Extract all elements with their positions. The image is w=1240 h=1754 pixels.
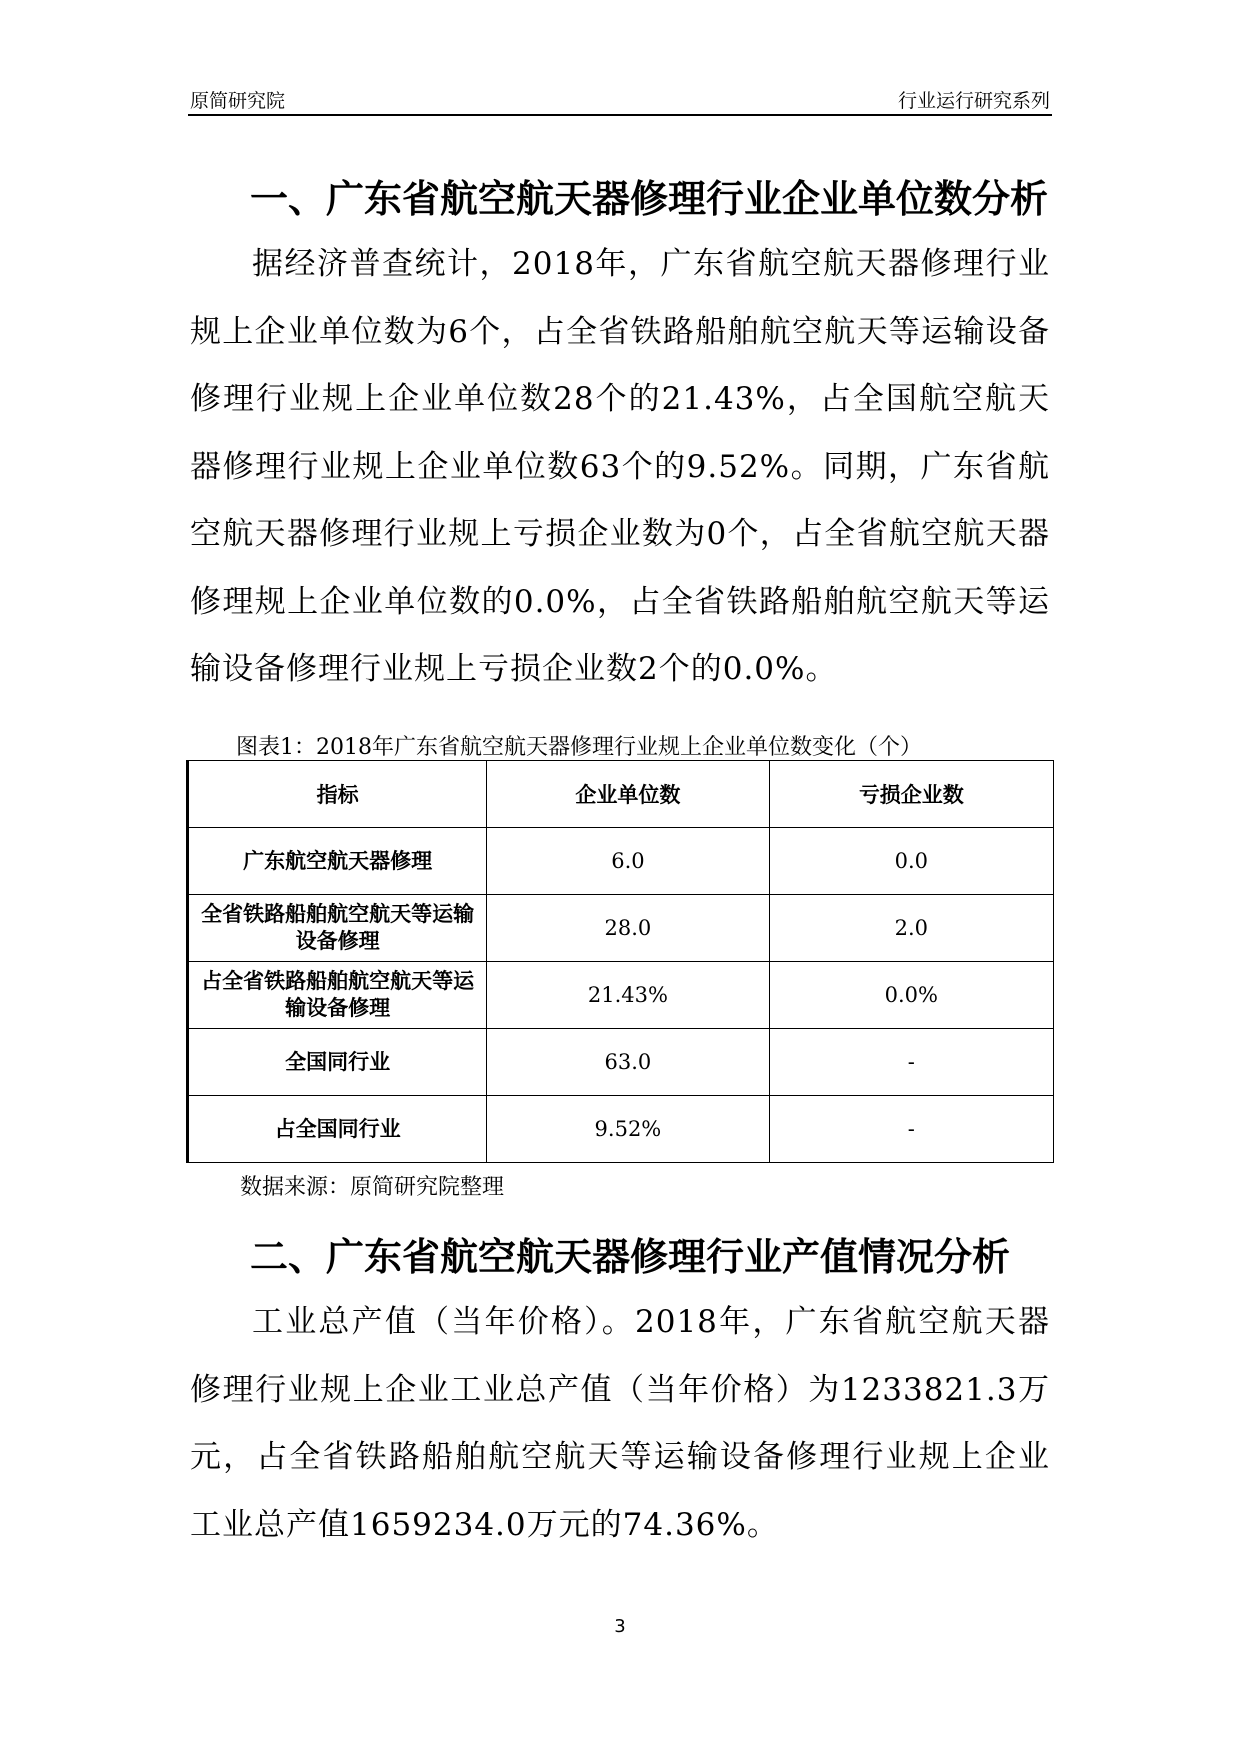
table-source-note: 数据来源：原简研究院整理 (240, 1175, 505, 1200)
table-header-units: 企业单位数 (487, 761, 769, 828)
row-units: 21.43% (487, 962, 769, 1029)
section2-paragraph: 工业总产值（当年价格）。2018年，广东省航空航天器修理行业规上企业工业总产值（当年价格）为1233821.3万元，占全省铁路船舶航空航天等运输设备修理行业规上企业工业总产值1659234.0万元的74.36%。 (190, 1304, 1050, 1543)
row-loss: 0.0 (769, 828, 1053, 895)
section1-title: 一、广东省航空航天器修理行业企业单位数分析 (250, 177, 1049, 221)
section1-paragraph: 据经济普查统计，2018年，广东省航空航天器修理行业规上企业单位数为6个，占全省铁路船舶航空航天等运输设备修理行业规上企业单位数28个的21.43%，占全国航空航天器修理行业规上企业单位数63个的9.52%。同期，广东省航空航天器修理行业规上亏损企业数为0个，占全省航空航天器修理规上企业单位数的0.0%，占全省铁路船舶航空航天等运输设备修理行业规上亏损企业数2个的0.0%。 (190, 246, 1050, 687)
row-loss: - (769, 1029, 1053, 1096)
header-divider (188, 114, 1052, 116)
table-header-loss: 亏损企业数 (769, 761, 1053, 828)
row-units: 28.0 (487, 895, 769, 962)
row-units: 6.0 (487, 828, 769, 895)
table-caption: 图表1：2018年广东省航空航天器修理行业规上企业单位数变化（个） (236, 735, 922, 760)
row-label: 全省铁路船舶航空航天等运输设备修理 (188, 895, 487, 962)
row-loss: 2.0 (769, 895, 1053, 962)
table-header-row (188, 761, 1054, 828)
row-loss: 0.0% (769, 962, 1053, 1029)
table-row (188, 1029, 1054, 1096)
page-number: 3 (614, 1616, 626, 1637)
row-units: 9.52% (487, 1096, 769, 1163)
section2-title: 二、广东省航空航天器修理行业产值情况分析 (250, 1235, 1011, 1279)
row-label: 占全国同行业 (188, 1096, 487, 1163)
row-label: 全国同行业 (188, 1029, 487, 1096)
table-row (188, 962, 1054, 1029)
row-label: 广东航空航天器修理 (188, 828, 487, 895)
row-label: 占全省铁路船舶航空航天等运输设备修理 (188, 962, 487, 1029)
table-row (188, 1096, 1054, 1163)
row-loss: - (769, 1096, 1053, 1163)
table-row (188, 895, 1054, 962)
enterprise-count-table (186, 760, 1054, 1163)
header-series-name: 行业运行研究系列 (897, 90, 1050, 112)
table-row (188, 828, 1054, 895)
row-units: 63.0 (487, 1029, 769, 1096)
table-header-indicator: 指标 (188, 761, 487, 828)
header-org-name: 原简研究院 (190, 90, 286, 112)
